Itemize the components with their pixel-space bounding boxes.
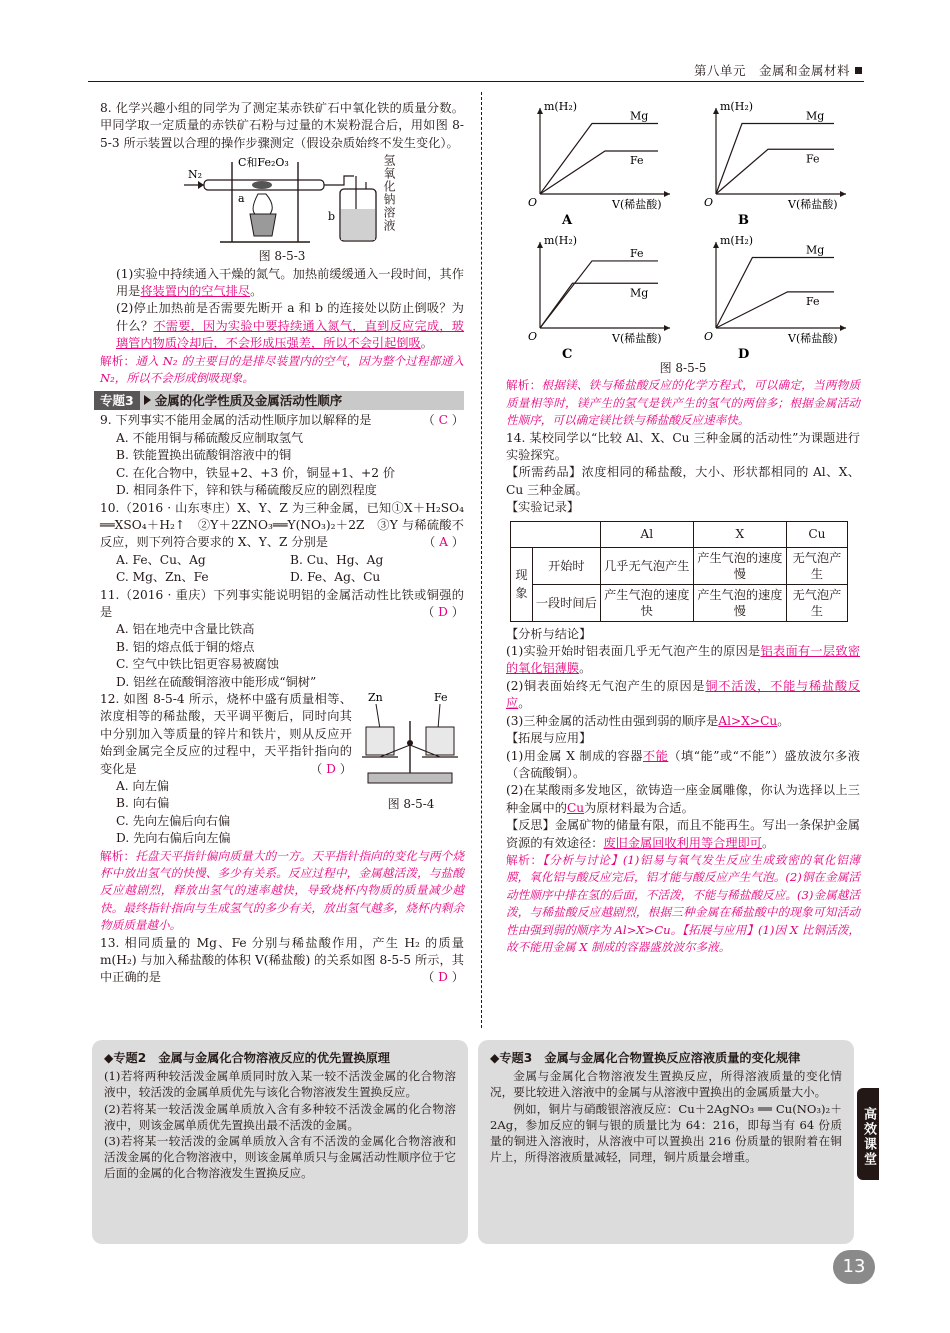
table-cell: 产生气泡的速度快 [600,584,693,621]
table-cell: 无气泡产生 [786,547,847,584]
q10-stem: 10.（2016 · 山东枣庄）X、Y、Z 为三种金属，已知①X＋H₂SO₄ ══XSO₄＋H₂↑ ②Y＋2ZNO₃══Y(NO₃)₂＋2Z ③Y 与稀硫酸不反应，则下列符合要求的 X、Y、Z 分别是 （ A ） [100,500,464,550]
q14-drugs: 【所需药品】浓度相同的稀盐酸，大小、形状都相同的 Al、X、Cu 三种金属。 [506,465,860,497]
table-header: X [693,521,786,547]
q11-option: A. 铝在地壳中含量比铁高 [116,622,255,637]
series-bottom-label: Fe [806,152,820,166]
q14-a3-end: 。 [777,713,790,728]
graph-letter: D [738,347,750,362]
q14-a1-end: 。 [579,661,592,676]
naoh-label: 氢氧化钠溶液 [382,154,396,233]
q10-options-row [100,569,464,586]
q10-option: D. Fe、Ag、Cu [290,570,381,585]
q9-stem: 9. 下列事实不能用金属的活动性顺序加以解释的是 （ C ） [100,413,464,428]
q11-stem-text: 11.（2016 · 重庆）下列事实能说明铝的金属活动性比铁或铜强的是 [100,587,464,619]
c-fe2o3-label: C和Fe₂O₃ [238,156,289,170]
q14-a3-text: (3)三种金属的活动性由强到弱的顺序是 [506,713,719,728]
a-label: a [238,192,245,206]
q14-solution: 【分析与讨论】(1)铝易与氧气发生反应生成致密的氧化铝薄膜，氧化铝与酸反应完后，铝才能与酸反应产生气泡。(2)铜在金属活动性顺序中排在氢的后面，不活泼，不能与稀盐酸反应。(3)金属越活泼，与稀盐酸反应越剧烈，根据三种金属在稀盐酸中的现象可知活动性由强到弱的顺序为 Al>X>Cu。【拓展与应用】(1)因 X 比铜活泼，故不能用金属 X 制成的容器盛放波尔多液。 [506,852,860,954]
graph-letter: C [562,347,573,362]
q14-e1-text: (1)用金属 X 制成的容器 [506,748,643,763]
y-axis-arrow-icon [537,108,543,114]
table-header: Al [600,521,693,547]
q8-solution-label: 解析： [100,353,136,368]
table-cell: 无气泡产生 [786,584,847,621]
q13-solution-label: 解析： [506,378,542,393]
origin-label: O [528,330,538,343]
balance-diagram [358,691,464,791]
origin-label: O [704,330,714,343]
x-axis-arrow-icon [840,325,846,331]
q10-option: A. Fe、Cu、Ag [116,552,206,567]
y-axis-arrow-icon [713,242,719,248]
experiment-table [510,521,848,622]
q14-e1-end: （填“能”或“不能”）盛放波尔多液（含硫酸铜）。 [506,748,860,780]
q9-option: D. 相同条件下，锌和铁与稀硫酸反应的剧烈程度 [116,483,377,498]
x-axis-arrow-icon [664,325,670,331]
y-axis-label: m(H₂) [720,234,754,247]
q14-a1-text: (1)实验开始时铝表面几乎无气泡产生的原因是 [506,644,761,659]
q14-a2-answer: 铜不活泼，不能与稀盐酸反应 [506,678,861,711]
figure-8-5-3 [100,154,464,248]
right-column [506,96,860,956]
origin-label: O [704,196,714,209]
q12-option: C. 先向左偏后向右偏 [116,813,231,828]
q12-option: D. 先向右偏后向左偏 [116,831,231,846]
q9-stem-text: 9. 下列事实不能用金属的活动性顺序加以解释的是 [100,413,372,428]
q11-answer: D [438,604,448,619]
q9-option: C. 在化合物中，铁显+2、+3 价，铜显+1、+2 价 [116,465,396,480]
q14-extension: 【拓展与应用】 [506,731,592,746]
y-axis-label: m(H₂) [544,100,578,113]
q14-r-answer: 废旧金属回收利用等合理即可 [603,835,762,850]
q14-e2-text: (2)在某酸雨多发地区，欲铸造一座金属雕像，你认为选择以上三种金属中的 [506,783,860,815]
q8-p2-text: (2)停止加热前是否需要先断开 a 和 b 的连接处以防止倒吸？为什么？ [116,301,464,333]
q9-option: A. 不能用铜与稀硫酸反应制取氢气 [116,430,304,445]
tip-box-topic2 [92,1040,468,1244]
q14-solution-label: 解析： [506,852,543,867]
q14-record: 【实验记录】 [506,500,580,515]
table-row-label: 一段时间后 [533,584,601,621]
q14-r-text: 【反思】金属矿物的储量有限，而且不能再生。写出一条保护金属资源的有效途径： [506,818,860,850]
series-top-label: Fe [630,246,644,260]
series-top-line [716,257,834,328]
topic3-title: 金属的化学性质及金属活动性顺序 [154,393,343,409]
q12-option: A. 向左偏 [116,779,170,793]
q8-stem: 8. 化学兴趣小组的同学为了测定某赤铁矿石中氧化铁的质量分数。甲同学取一定质量的赤铁矿石粉与过量的木炭粉混合后，用如图 8-5-3 所示装置以合理的操作步骤测定（假设杂质始终不发生变化）。 [100,101,464,150]
q13-stem-text: 13. 相同质量的 Mg、Fe 分别与稀盐酸作用，产生 H₂ 的质量 m(H₂) 与加入稀盐酸的体积 V(稀盐酸) 的关系如图 8-5-5 所示，其中正确的是 [100,935,464,985]
topic3-tag: 专题3 [94,391,140,410]
figure-8-5-5 [506,96,860,368]
page-header [88,58,864,82]
figure-8-5-4 [358,691,464,814]
tip-box-paragraph: 例如，铜片与硝酸银溶液反应：Cu＋2AgNO₃ ══ Cu(NO₃)₂＋2Ag，参加反应的铜与银的质量比为 64：216，即每当有 64 份质量的铜进入溶液时，从溶液中可以置换出 216 份质量的银附着在铜片上，所得溶液质量减轻，同理，铜片质量会增重。 [490,1101,842,1165]
q8-solution: 通入 N₂ 的主要目的是排尽装置内的空气，因为整个过程都通入 N₂，所以不会形成倒吸现象。 [100,353,464,386]
tip-box-topic3 [478,1040,854,1244]
table-row [511,521,848,547]
q12-option: B. 向右偏 [116,796,170,811]
fig-8-5-3-caption: 图 8-5-3 [258,249,306,264]
series-bottom-label: Fe [630,154,644,167]
table-cell: 产生气泡的速度慢 [693,584,786,621]
table-cell: 几乎无气泡产生 [600,547,693,584]
x-axis-label: V(稀盐酸) [612,332,662,345]
series-bottom-label: Fe [806,294,820,308]
tip-box-paragraph: (1)若将两种较活泼金属单质同时放入某一较不活泼金属的化合物溶液中，较活泼的金属单质优先与该化合物溶液发生置换反应。 [104,1069,456,1100]
fe-label: Fe [434,690,448,704]
y-axis-label: m(H₂) [544,234,578,247]
q11-stem: 11.（2016 · 重庆）下列事实能说明铝的金属活动性比铁或铜强的是 （ D ） [100,587,464,619]
table-header: Cu [786,521,847,547]
fig-8-5-5-caption: 图 8-5-5 [659,361,707,375]
q10-answer: A [439,535,448,550]
q10-option: C. Mg、Zn、Fe [116,570,209,585]
q8-p1-answer: 将装置内的空气排尽 [140,284,251,299]
q11-option: C. 空气中铁比铝更容易被腐蚀 [116,657,279,672]
series-top-label: Mg [630,109,649,123]
q9-option: B. 铁能置换出硫酸铜溶液中的铜 [116,448,292,463]
x-axis-arrow-icon [840,191,846,197]
q9-answer: C [438,413,448,428]
x-axis-arrow-icon [664,191,670,197]
series-top-label: Mg [806,243,825,257]
fig-8-5-4-caption: 图 8-5-4 [387,797,435,812]
tip-box-paragraph: (3)若将某一较活泼的金属单质放入含有不活泼的金属化合物溶液和活泼金属的化合物溶液中，则该金属单质只与金属活动性顺序位于它后面的金属的化合物溶液发生置换反应。 [104,1134,456,1181]
tip-box-title: ◆专题2 金属与金属化合物溶液反应的优先置换原理 [104,1051,390,1065]
q14-e2-end: 为原材料最为合适。 [584,800,694,815]
tip-box-title: ◆专题3 金属与金属化合物置换反应溶液质量的变化规律 [490,1051,801,1065]
q8-p1-end: 。 [250,284,263,299]
q13-solution: 根据镁、铁与稀盐酸反应的化学方程式，可以确定，当两物质质量相等时，镁产生的氢气是铁产生的氢气的两倍多；根据金属活动性顺序，可以确定镁比铁与稀盐酸反应速率快。 [506,378,860,428]
q11-option: B. 铝的熔点低于铜的熔点 [116,639,255,654]
tip-box-paragraph: 金属与金属化合物溶液发生置换反应，所得溶液质量的变化情况，要比较进入溶液中的金属与从溶液中置换出的金属质量大小。 [490,1069,842,1100]
origin-label: O [528,196,538,209]
y-axis-label: m(H₂) [720,100,754,113]
q13-answer: D [438,970,448,985]
q13-stem: 13. 相同质量的 Mg、Fe 分别与稀盐酸作用，产生 H₂ 的质量 m(H₂) 与加入稀盐酸的体积 V(稀盐酸) 的关系如图 8-5-5 所示，其中正确的是 （ D ） [100,935,464,985]
y-axis-arrow-icon [537,242,543,248]
q12-solution-label: 解析： [100,848,136,863]
header-title: 第八单元 金属和金属材料 [693,63,850,78]
table-cell: 产生气泡的速度慢 [693,547,786,584]
q12-stem-text: 12. 如图 8-5-4 所示，烧杯中盛有质量相等、浓度相等的稀盐酸，天平调平衡后，同时向其中分别加入等质量的锌片和铁片，则从反应开始到金属完全反应的过程中，天平指针指向的变化是 [100,691,352,776]
table-row [511,547,848,584]
q8-p1-text: (1)实验中持续通入干燥的氮气。加热前缓缓通入一段时间，其作用是 [116,266,464,299]
q14-a3-answer: Al>X>Cu [718,713,778,728]
q14-r-end: 。 [761,835,775,850]
table-group-label: 现象 [511,547,533,621]
header-square-icon [855,67,862,74]
q14-a2-end: 。 [518,696,531,711]
page-number: 13 [833,1250,875,1284]
q12-answer: D [326,761,336,776]
left-column [100,100,464,987]
table-row-label: 开始时 [533,547,601,584]
table-corner [511,521,601,547]
q12-solution: 托盘天平指针偏向质量大的一方。天平指针指向的变化与两个烧杯中放出氢气的快慢、多少有关系。反应过程中，金属越活泼，与盐酸反应越剧烈，释放出氢气的速率越快，导致烧杯内物质的质量减少越快。最终指针指向与生成氢气的多少有关，放出氢气越多，烧杯内剩余物质质量越小。 [100,848,464,933]
series-top-label: Mg [806,109,825,123]
zn-label: Zn [368,690,383,704]
apparatus-diagram [100,154,464,248]
q11-option: D. 铝丝在硫酸铜溶液中能形成“铜树” [116,674,317,689]
q14-analysis: 【分析与结论】 [506,626,592,641]
side-tab: 高效课堂 [857,1088,879,1180]
q14-a2-text: (2)铜表面始终无气泡产生的原因是 [506,678,706,693]
graph-letter: B [738,213,749,228]
q14-e2-answer: Cu [566,800,585,815]
graphs-diagram [506,96,860,368]
q10-options-row [100,552,464,569]
q8-p2-end: 。 [420,336,433,351]
q8-p2-answer: 不需要，因为实验中要持续通入氮气，直到反应完成，玻璃管内物质冷却后，不会形成压强差，所以不会引起倒吸 [116,318,464,351]
x-axis-label: V(稀盐酸) [788,332,838,345]
column-divider [481,92,482,1028]
table-row [511,584,848,621]
q12-block [100,691,464,848]
series-bottom-label: Mg [630,286,649,300]
q10-stem-text: 10.（2016 · 山东枣庄）X、Y、Z 为三种金属，已知①X＋H₂SO₄ ══XSO₄＋H₂↑ ②Y＋2ZNO₃══Y(NO₃)₂＋2Z ③Y 与稀硫酸不反应，则下列符合要求的 X、Y、Z 分别是 [100,500,464,550]
graph-letter: A [562,213,573,228]
topic3-banner [94,391,464,410]
q10-option: B. Cu、Hg、Ag [290,552,384,567]
q14-a1-answer: 铝表面有一层致密的氧化铝薄膜 [506,644,861,676]
x-axis-label: V(稀盐酸) [612,198,662,211]
b-label: b [328,210,336,224]
q14-stem: 14. 某校同学以“比较 Al、X、Cu 三种金属的活动性”为课题进行实验探究。 [506,430,860,463]
q12-stem: 12. 如图 8-5-4 所示，烧杯中盛有质量相等、浓度相等的稀盐酸，天平调平衡后，同时向其中分别加入等质量的锌片和铁片，则从反应开始到金属完全反应的过程中，天平指针指向的变化是 （ D ） [100,691,352,776]
n2-label: N₂ [188,168,203,182]
triangle-icon [144,395,151,405]
y-axis-arrow-icon [713,108,719,114]
q14-e1-answer: 不能 [642,748,669,763]
tip-box-paragraph: (2)若将某一较活泼金属单质放入含有多种较不活泼金属的化合物溶液中，则该金属单质优先置换出最不活泼的金属。 [104,1101,456,1132]
x-axis-label: V(稀盐酸) [788,198,838,211]
